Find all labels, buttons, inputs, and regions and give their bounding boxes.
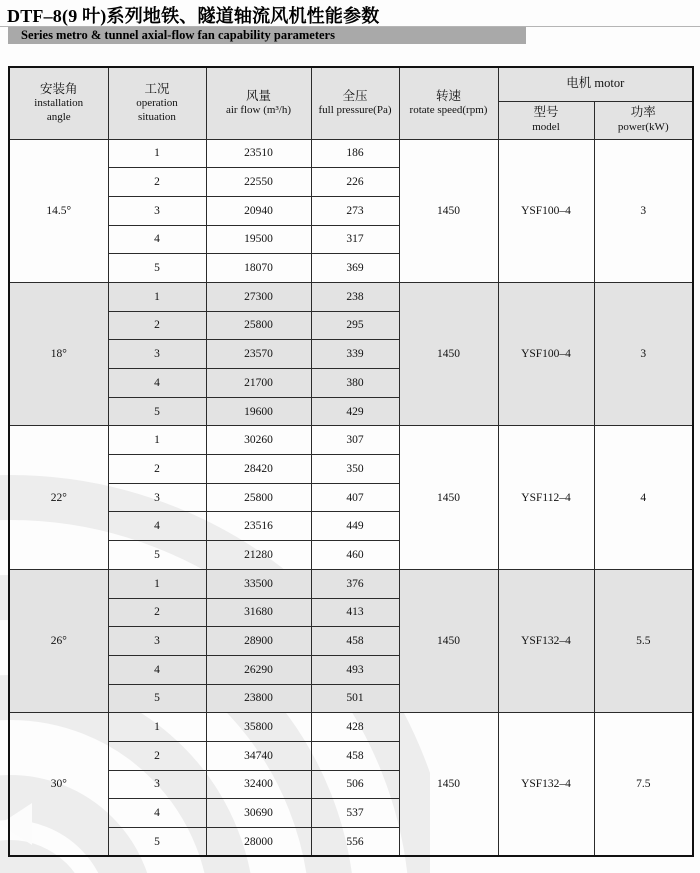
header-model-en: model [532,120,560,133]
cell-pressure: 537 [311,799,399,828]
cell-angle: 30° [9,713,108,856]
cell-operation: 2 [108,311,206,340]
cell-operation: 2 [108,598,206,627]
cell-angle: 22° [9,426,108,569]
header-installation-angle [9,67,108,139]
table-body [9,139,693,856]
header-full-pressure [311,67,399,139]
cell-operation: 3 [108,770,206,799]
cell-operation: 1 [108,713,206,742]
cell-airflow: 31680 [206,598,311,627]
cell-speed: 1450 [399,139,498,282]
cell-pressure: 556 [311,828,399,857]
cell-operation: 1 [108,282,206,311]
header-speed-en: rotate speed(rpm) [409,104,488,117]
cell-airflow: 19500 [206,225,311,254]
cell-airflow: 33500 [206,569,311,598]
cell-angle: 14.5° [9,139,108,282]
header-motor [498,67,693,101]
header-angle-en1: installation [34,97,84,110]
cell-operation: 5 [108,541,206,570]
cell-airflow: 30260 [206,426,311,455]
cell-airflow: 23800 [206,684,311,713]
cell-speed: 1450 [399,282,498,425]
cell-airflow: 23510 [206,139,311,168]
cell-airflow: 32400 [206,770,311,799]
header-angle-zh: 安装角 [39,81,78,96]
cell-power: 3 [594,282,693,425]
cell-airflow: 30690 [206,799,311,828]
cell-pressure: 501 [311,684,399,713]
cell-airflow: 22550 [206,168,311,197]
cell-operation: 2 [108,455,206,484]
header-motor-label: 电机 motor [566,76,625,91]
cell-model: YSF132–4 [498,569,594,712]
header-motor-power [594,101,693,139]
cell-operation: 5 [108,397,206,426]
header-op-zh: 工况 [144,81,170,96]
cell-airflow: 23516 [206,512,311,541]
cell-pressure: 458 [311,741,399,770]
table-header [9,67,693,139]
cell-airflow: 34740 [206,741,311,770]
cell-pressure: 238 [311,282,399,311]
cell-airflow: 35800 [206,713,311,742]
cell-operation: 4 [108,799,206,828]
header-rotate-speed [399,67,498,139]
cell-pressure: 339 [311,340,399,369]
header-power-en: power(kW) [617,120,669,133]
header-model-zh: 型号 [533,105,559,120]
cell-airflow: 26290 [206,655,311,684]
cell-model: YSF132–4 [498,713,594,856]
header-op-en2: situation [138,111,176,124]
cell-pressure: 380 [311,369,399,398]
header-pressure-en: full pressure(Pa) [318,104,392,117]
cell-airflow: 28000 [206,828,311,857]
cell-pressure: 295 [311,311,399,340]
cell-operation: 4 [108,512,206,541]
cell-airflow: 21280 [206,541,311,570]
cell-pressure: 413 [311,598,399,627]
cell-speed: 1450 [399,426,498,569]
cell-pressure: 369 [311,254,399,283]
table-row [9,569,693,598]
fan-parameters-table [8,66,694,857]
cell-airflow: 20940 [206,196,311,225]
cell-airflow: 25800 [206,311,311,340]
header-motor-model [498,101,594,139]
cell-operation: 1 [108,426,206,455]
cell-pressure: 493 [311,655,399,684]
cell-power: 3 [594,139,693,282]
table-row [9,282,693,311]
table-row [9,713,693,742]
header-power-zh: 功率 [630,105,656,120]
cell-operation: 5 [108,684,206,713]
cell-operation: 5 [108,254,206,283]
header-op-en1: operation [136,97,178,110]
header-operation-situation [108,67,206,139]
cell-airflow: 21700 [206,369,311,398]
header-speed-zh: 转速 [435,88,461,103]
table-row [9,139,693,168]
cell-pressure: 307 [311,426,399,455]
cell-airflow: 27300 [206,282,311,311]
cell-power: 4 [594,426,693,569]
cell-airflow: 28900 [206,627,311,656]
cell-airflow: 28420 [206,455,311,484]
cell-operation: 5 [108,828,206,857]
page-subtitle-banner: Series metro & tunnel axial-flow fan capability parameters [8,27,526,44]
header-air-flow [206,67,311,139]
cell-model: YSF112–4 [498,426,594,569]
page-title: DTF–8(9 叶)系列地铁、隧道轴流风机性能参数 [7,6,380,26]
header-pressure-zh: 全压 [342,88,368,103]
cell-pressure: 273 [311,196,399,225]
cell-operation: 2 [108,168,206,197]
cell-operation: 4 [108,655,206,684]
cell-pressure: 428 [311,713,399,742]
header-flow-zh: 风量 [245,88,271,103]
cell-pressure: 376 [311,569,399,598]
cell-model: YSF100–4 [498,139,594,282]
table-row [9,426,693,455]
cell-pressure: 458 [311,627,399,656]
cell-pressure: 407 [311,483,399,512]
cell-operation: 2 [108,741,206,770]
cell-angle: 26° [9,569,108,712]
cell-airflow: 19600 [206,397,311,426]
cell-operation: 4 [108,369,206,398]
cell-operation: 1 [108,139,206,168]
cell-pressure: 350 [311,455,399,484]
cell-speed: 1450 [399,713,498,856]
cell-pressure: 429 [311,397,399,426]
cell-operation: 3 [108,483,206,512]
cell-pressure: 186 [311,139,399,168]
cell-power: 7.5 [594,713,693,856]
header-flow-en: air flow (m³/h) [225,104,291,117]
cell-model: YSF100–4 [498,282,594,425]
cell-airflow: 23570 [206,340,311,369]
cell-pressure: 460 [311,541,399,570]
cell-operation: 3 [108,196,206,225]
cell-operation: 3 [108,340,206,369]
cell-airflow: 18070 [206,254,311,283]
cell-operation: 3 [108,627,206,656]
header-angle-en2: angle [46,111,71,124]
cell-pressure: 317 [311,225,399,254]
cell-pressure: 506 [311,770,399,799]
cell-operation: 4 [108,225,206,254]
cell-pressure: 226 [311,168,399,197]
cell-operation: 1 [108,569,206,598]
cell-airflow: 25800 [206,483,311,512]
cell-speed: 1450 [399,569,498,712]
cell-pressure: 449 [311,512,399,541]
cell-angle: 18° [9,282,108,425]
cell-power: 5.5 [594,569,693,712]
